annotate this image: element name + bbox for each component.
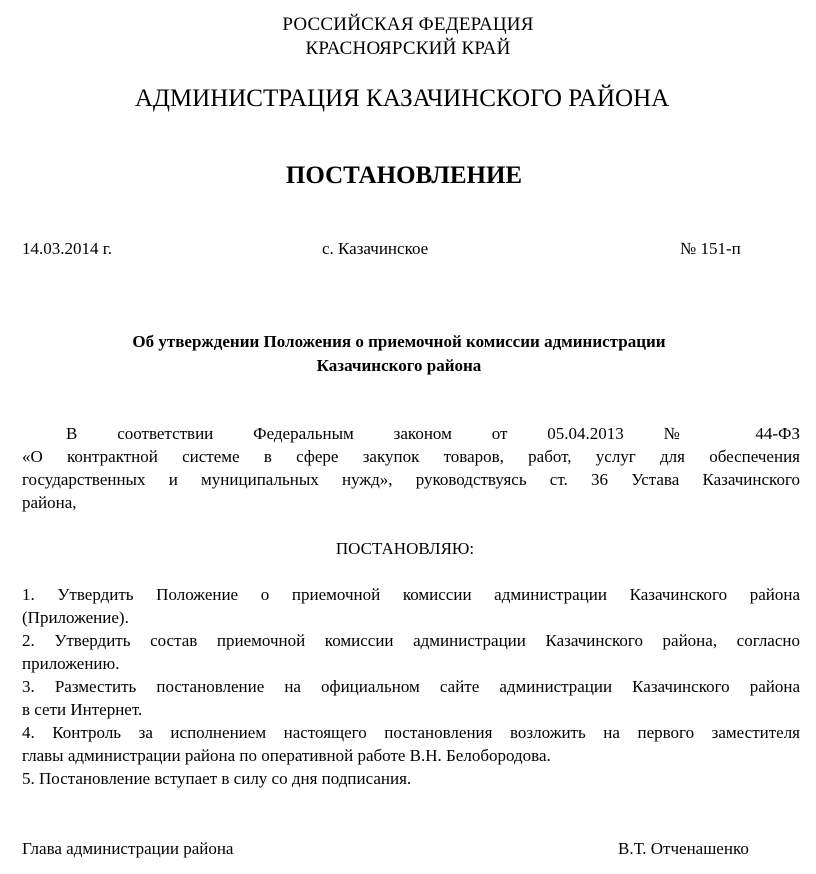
document-place: с. Казачинское — [322, 239, 429, 258]
item-line-9: 5. Постановление вступает в силу со дня подписания. — [22, 769, 412, 788]
signature-name: В.Т. Отченашенко — [618, 839, 749, 858]
signature-position: Глава администрации района — [22, 839, 234, 858]
administration-title: АДМИНИСТРАЦИЯ КАЗАЧИНСКОГО РАЙОНА — [134, 85, 670, 112]
item-line-2: (Приложение). — [22, 608, 129, 627]
document-number: № 151-п — [680, 239, 741, 258]
resolve-heading: ПОСТАНОВЛЯЮ: — [335, 539, 475, 558]
item-line-8: главы администрации района по оперативной работе В.Н. Белобородова. — [22, 746, 551, 765]
document-date: 14.03.2014 г. — [22, 239, 113, 258]
item-line-7: 4. Контроль за исполнением настоящего постановления возложить на первого заместителя — [22, 723, 800, 742]
region-heading: КРАСНОЯРСКИЙ КРАЙ — [305, 38, 511, 59]
preamble-line-3: государственных и муниципальных нужд», руководствуясь ст. 36 Устава Казачинского — [22, 470, 800, 489]
item-line-5: 3. Разместить постановление на официальном сайте администрации Казачинского района — [22, 677, 800, 696]
preamble-line-1: В соответствии Федеральным законом от 05.04.2013 № 44-ФЗ — [66, 424, 800, 443]
item-line-1: 1. Утвердить Положение о приемочной комиссии администрации Казачинского района — [22, 585, 800, 604]
subject-line-2: Казачинского района — [316, 356, 482, 375]
preamble-line-2: «О контрактной системе в сфере закупок товаров, работ, услуг для обеспечения — [22, 447, 800, 466]
document-type-title: ПОСТАНОВЛЕНИЕ — [285, 162, 523, 189]
item-line-3: 2. Утвердить состав приемочной комиссии администрации Казачинского района, согласно — [22, 631, 800, 650]
country-heading: РОССИЙСКАЯ ФЕДЕРАЦИЯ — [282, 14, 534, 35]
item-line-6: в сети Интернет. — [22, 700, 143, 719]
item-line-4: приложению. — [22, 654, 120, 673]
subject-line-1: Об утверждении Положения о приемочной комиссии администрации — [132, 332, 666, 351]
preamble-line-4: района, — [22, 493, 77, 512]
